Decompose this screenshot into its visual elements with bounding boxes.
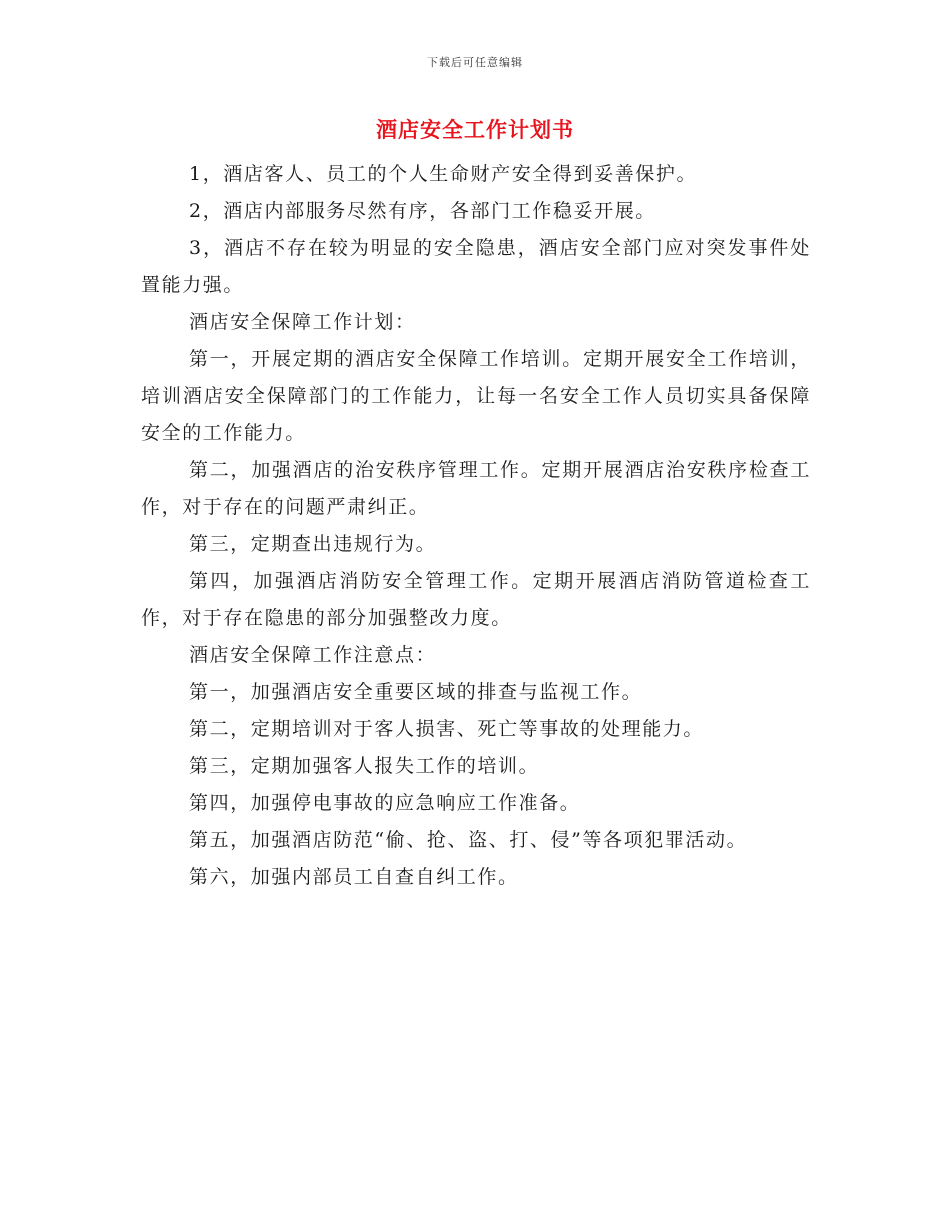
paragraph-note-5: 第五，加强酒店防范“偷、抢、盗、打、侵”等各项犯罪活动。 (189, 829, 748, 851)
section-heading-plan: 酒店安全保障工作计划： (189, 311, 416, 333)
paragraph-note-6: 第六，加强内部员工自查自纠工作。 (189, 866, 519, 888)
section-heading-notes: 酒店安全保障工作注意点： (189, 644, 437, 666)
paragraph-note-3: 第三，定期加强客人报失工作的培训。 (189, 755, 540, 777)
paragraph-plan-3: 第三，定期查出违规行为。 (189, 533, 437, 555)
paragraph-goal-2: 2，酒店内部服务尽然有序，各部门工作稳妥开展。 (189, 200, 656, 222)
document-body (141, 156, 811, 896)
paragraph-note-1: 第一，加强酒店安全重要区域的排查与监视工作。 (189, 681, 643, 703)
paragraph-note-2: 第二，定期培训对于客人损害、死亡等事故的处理能力。 (189, 718, 705, 740)
paragraph-plan-1: 第一，开展定期的酒店安全保障工作培训。定期开展安全工作培训，培训酒店安全保障部门的工作能力，让每一名安全工作人员切实具备保障安全的工作能力。 (141, 348, 811, 444)
page-header-note: 下载后可任意编辑 (427, 56, 523, 69)
paragraph-goal-3: 3，酒店不存在较为明显的安全隐患，酒店安全部门应对突发事件处置能力强。 (141, 237, 811, 296)
paragraph-note-4: 第四，加强停电事故的应急响应工作准备。 (189, 792, 581, 814)
document-title: 酒店安全工作计划书 (376, 118, 574, 142)
paragraph-plan-4: 第四，加强酒店消防安全管理工作。定期开展酒店消防管道检查工作，对于存在隐患的部分加强整改力度。 (141, 570, 811, 629)
paragraph-plan-2: 第二，加强酒店的治安秩序管理工作。定期开展酒店治安秩序检查工作，对于存在的问题严肃纠正。 (141, 459, 811, 518)
paragraph-goal-1: 1，酒店客人、员工的个人生命财产安全得到妥善保护。 (189, 163, 698, 185)
